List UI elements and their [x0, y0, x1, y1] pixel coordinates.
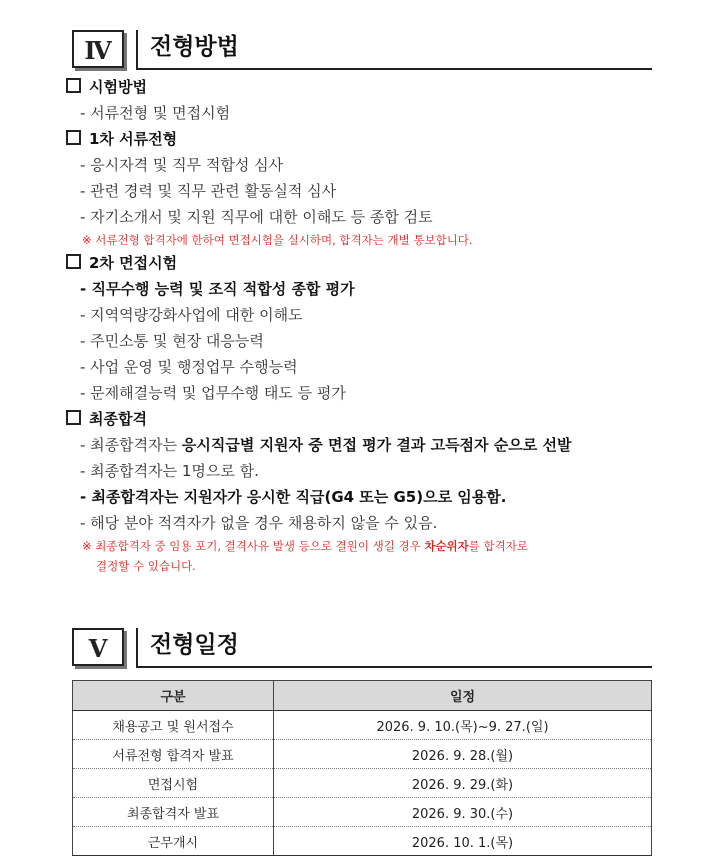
block-title-text: 최종합격 — [89, 410, 147, 428]
list-item: - 응시자격 및 직무 적합성 심사 — [80, 156, 284, 174]
section-divider — [136, 30, 138, 68]
final-line-emphasis: 응시직급별 지원자 중 면접 평가 결과 고득점자 순으로 선발 — [181, 436, 572, 454]
list-item: - 직무수행 능력 및 조직 적합성 종합 평가 — [80, 280, 355, 298]
list-item: - 사업 운영 및 행정업무 수행능력 — [80, 358, 298, 376]
selection-method-content — [80, 74, 680, 576]
row-category: 최종합격자 발표 — [73, 798, 274, 827]
block-interview-title — [80, 250, 680, 276]
final-pass-note — [80, 536, 680, 576]
section-divider — [136, 628, 138, 666]
section-4-numeral: Ⅳ — [72, 30, 124, 68]
section-5-numeral: Ⅴ — [72, 628, 124, 666]
block-title-text: 2차 면접시험 — [89, 254, 178, 272]
row-date: 2026. 10. 1.(목) — [274, 827, 652, 856]
table-row — [73, 711, 652, 740]
section-5-title: 전형일정 — [150, 632, 239, 658]
block-final-pass-title — [80, 406, 680, 432]
table-row — [73, 740, 652, 769]
list-item: - 최종합격자는 1명으로 함. — [80, 462, 259, 480]
list-item: - 해당 분야 적격자가 없을 경우 채용하지 않을 수 있음. — [80, 514, 438, 532]
header-schedule: 일정 — [274, 681, 652, 711]
list-item: - 자기소개서 및 지원 직무에 대한 이해도 등 종합 검토 — [80, 208, 433, 226]
header-category: 구분 — [73, 681, 274, 711]
section-5-header — [72, 628, 652, 672]
row-date: 2026. 9. 29.(화) — [274, 769, 652, 798]
row-category: 근무개시 — [73, 827, 274, 856]
checkbox-icon — [66, 78, 81, 93]
note-continuation: 결정할 수 있습니다. — [96, 559, 196, 573]
block-exam-method-title — [80, 74, 680, 100]
list-item: - 지역역량강화사업에 대한 이해도 — [80, 306, 303, 324]
table-row — [73, 769, 652, 798]
row-category: 채용공고 및 원서접수 — [73, 711, 274, 740]
row-date: 2026. 9. 10.(목)~9. 27.(일) — [274, 711, 652, 740]
checkbox-icon — [66, 254, 81, 269]
note-emphasis: 차순위자 — [424, 539, 469, 553]
section-rule — [136, 68, 652, 70]
table-row — [73, 798, 652, 827]
table-header-row — [73, 681, 652, 711]
list-item: - 서류전형 및 면접시험 — [80, 104, 231, 122]
checkbox-icon — [66, 130, 81, 145]
note-text: ※ 최종합격자 중 임용 포기, 결격사유 발생 등으로 결원이 생길 경우 — [82, 539, 425, 553]
final-line-prefix: - 최종합격자는 — [80, 436, 182, 454]
block-title-text: 1차 서류전형 — [89, 130, 178, 148]
row-date: 2026. 9. 28.(월) — [274, 740, 652, 769]
section-4-title: 전형방법 — [150, 34, 239, 60]
block-title-text: 시험방법 — [89, 78, 147, 96]
block-document-screening-title — [80, 126, 680, 152]
document-screening-note: ※ 서류전형 합격자에 한하여 면접시험을 실시하며, 합격자는 개별 통보합니다. — [82, 233, 473, 247]
list-item: - 주민소통 및 현장 대응능력 — [80, 332, 264, 350]
checkbox-icon — [66, 410, 81, 425]
section-rule — [136, 666, 652, 668]
row-category: 서류전형 합격자 발표 — [73, 740, 274, 769]
schedule-table — [72, 680, 652, 856]
list-item: - 문제해결능력 및 업무수행 태도 등 평가 — [80, 384, 346, 402]
list-item: - 관련 경력 및 직무 관련 활동실적 심사 — [80, 182, 337, 200]
row-category: 면접시험 — [73, 769, 274, 798]
list-item: - 최종합격자는 지원자가 응시한 직급(G4 또는 G5)으로 임용함. — [80, 488, 507, 506]
list-item — [80, 432, 680, 458]
note-text: 를 합격자로 — [468, 539, 528, 553]
row-date: 2026. 9. 30.(수) — [274, 798, 652, 827]
table-row — [73, 827, 652, 856]
section-4-header — [72, 30, 652, 74]
